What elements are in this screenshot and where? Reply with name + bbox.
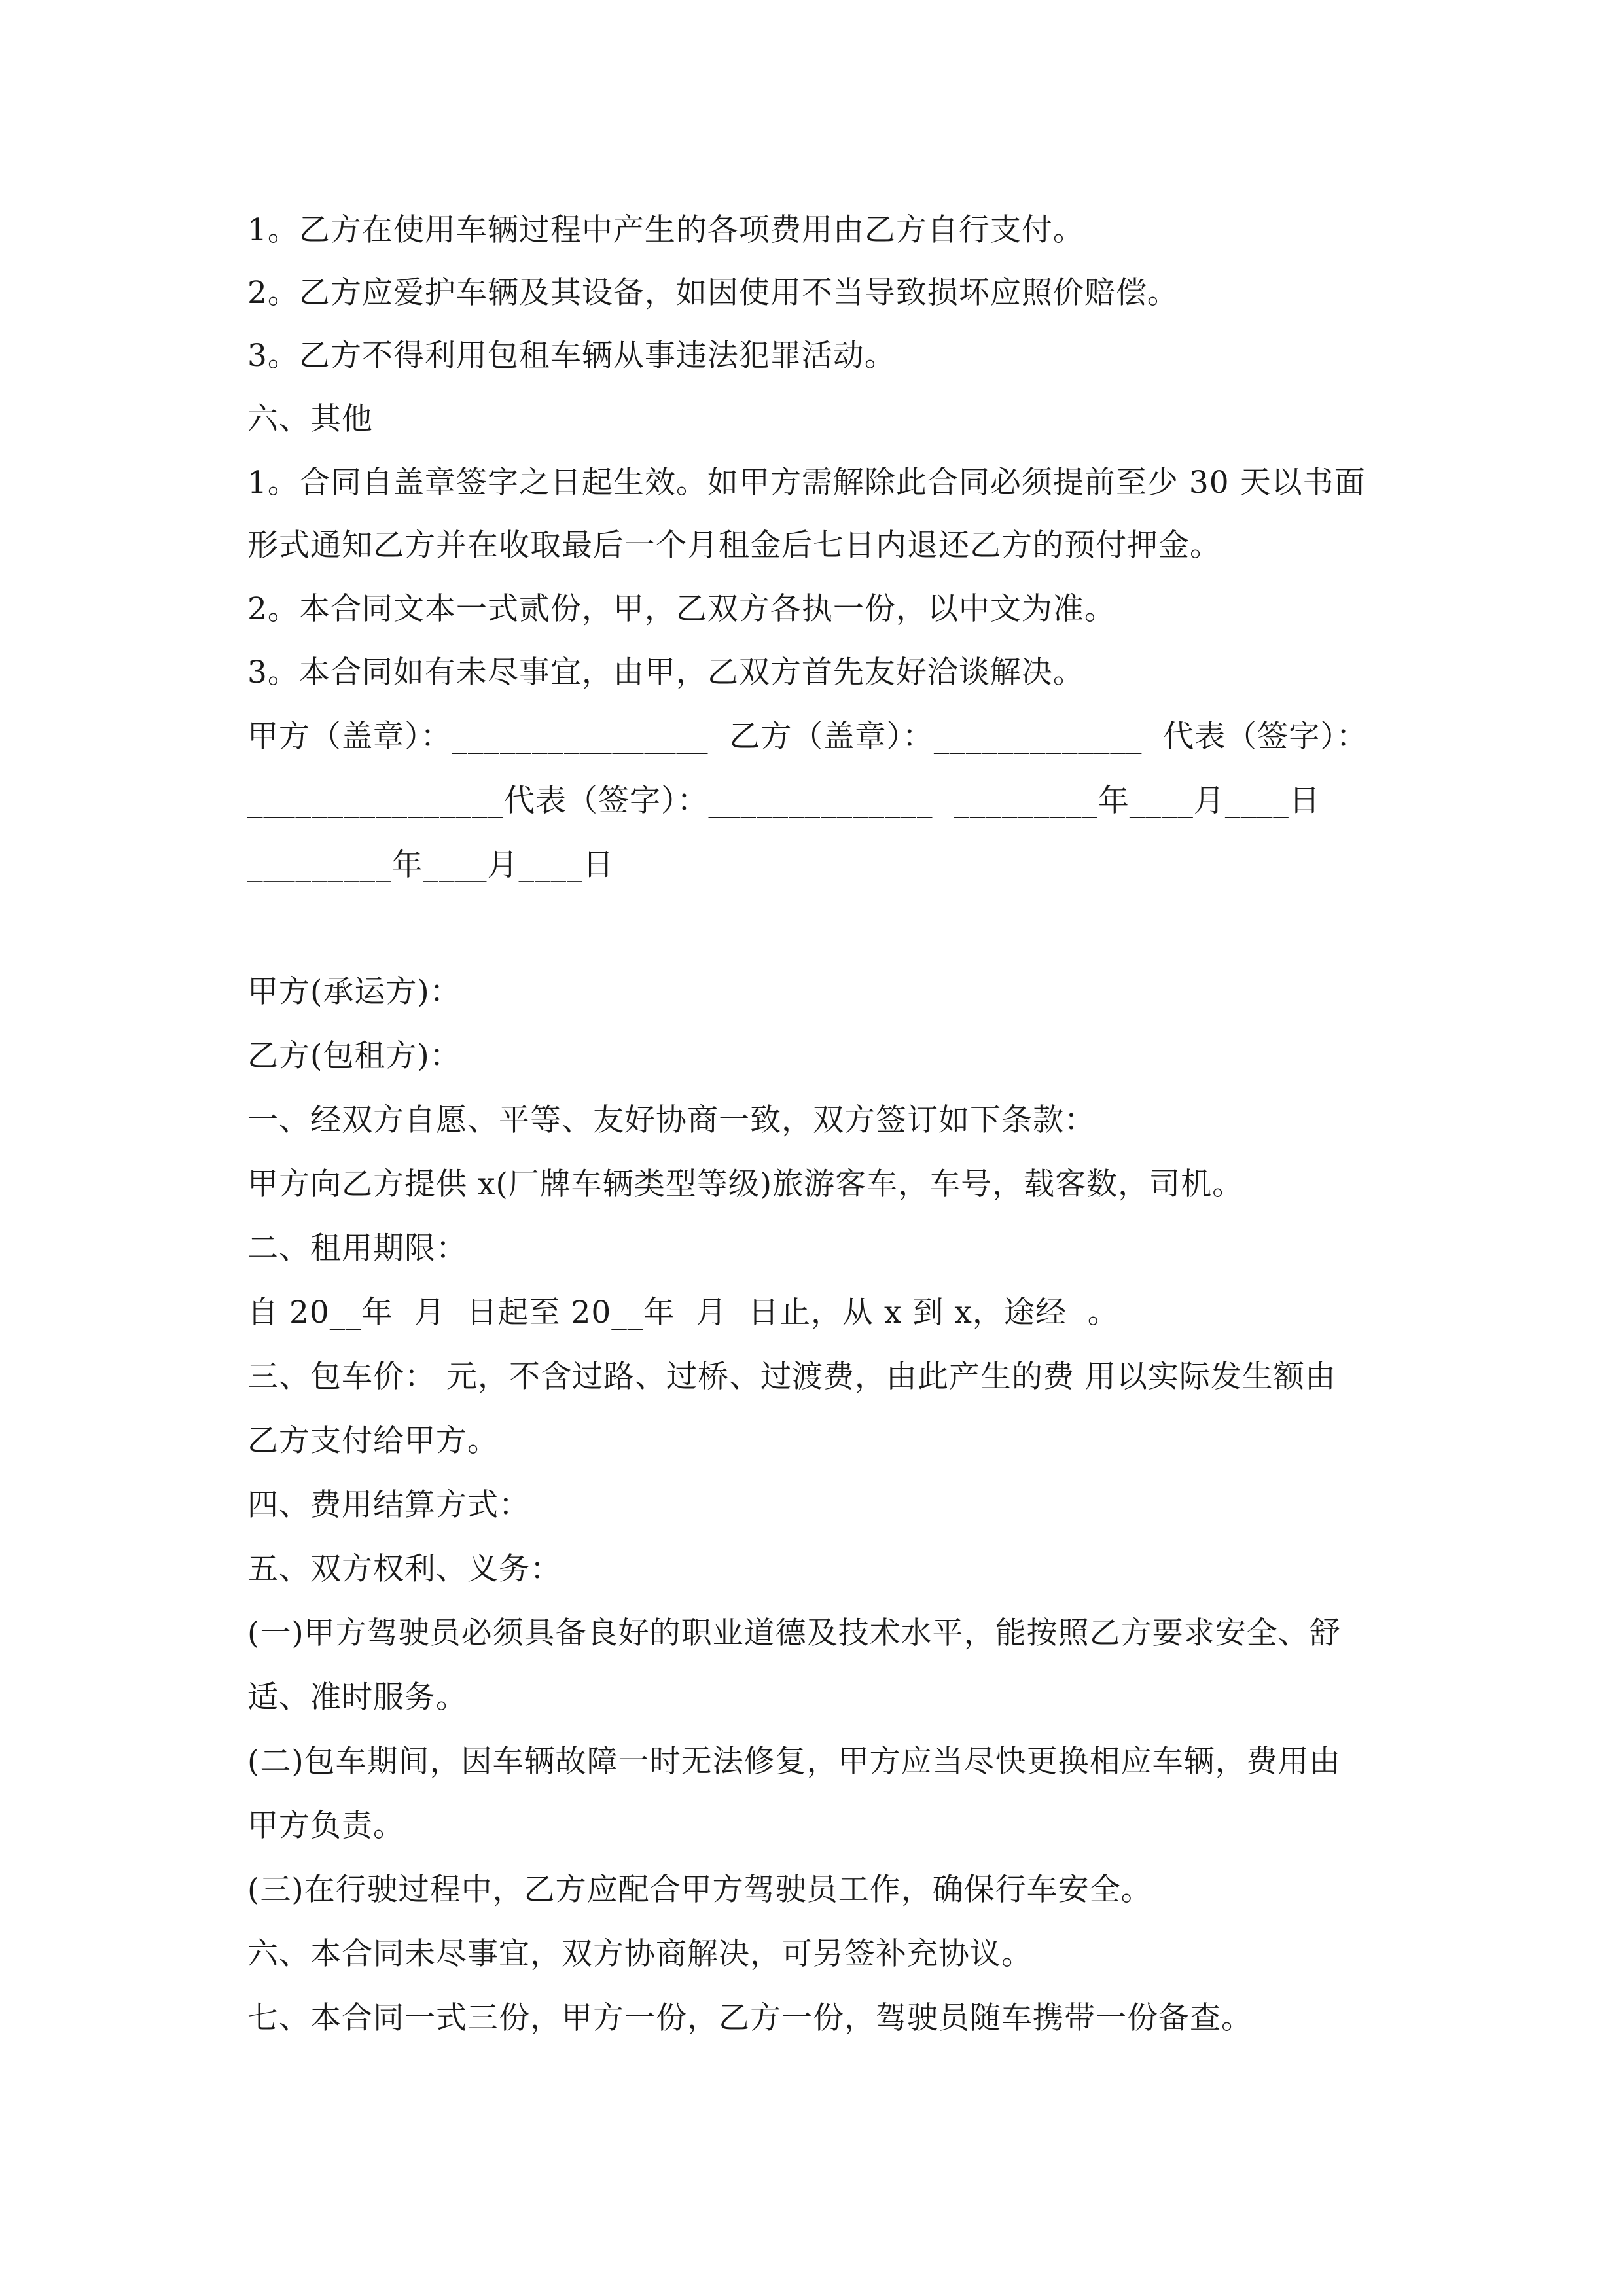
clause-line: 1。乙方在使用车辆过程中产生的各项费用由乙方自行支付。 <box>247 212 1084 248</box>
signature-line: ________________代表（签字）：______________ _________年____月____日 <box>247 783 1321 819</box>
clause-line: 1。合同自盖章签字之日起生效。如甲方需解除此合同必须提前至少 30 天以书面 <box>247 465 1366 501</box>
clause-line: 3。本合同如有未尽事宜，由甲，乙双方首先友好洽谈解决。 <box>247 655 1084 691</box>
section-heading: 二、租用期限： <box>247 1230 467 1266</box>
clause-line: 甲方向乙方提供 x(厂牌车辆类型等级)旅游客车，车号，载客数，司机。 <box>247 1166 1244 1202</box>
clause-line: 形式通知乙方并在收取最后一个月租金后七日内退还乙方的预付押金。 <box>247 528 1221 564</box>
signature-line: 甲方（盖章）：________________ 乙方（盖章）：_____________ 代表（签字）： <box>247 719 1368 755</box>
section-heading: 七、本合同一式三份，甲方一份，乙方一份，驾驶员随车携带一份备查。 <box>247 2000 1253 2036</box>
clause-line: 2。本合同文本一式贰份，甲，乙双方各执一份，以中文为准。 <box>247 591 1116 627</box>
clause-line: (二)包车期间，因车辆故障一时无法修复，甲方应当尽快更换相应车辆，费用由 <box>247 1744 1341 1780</box>
clause-line: 甲方负责。 <box>247 1808 404 1844</box>
section-heading: 五、双方权利、义务： <box>247 1551 562 1587</box>
clause-line: 3。乙方不得利用包租车辆从事违法犯罪活动。 <box>247 338 896 374</box>
section-heading: 一、经双方自愿、平等、友好协商一致，双方签订如下条款： <box>247 1102 1096 1138</box>
clause-line: 适、准时服务。 <box>247 1679 467 1715</box>
section-heading: 四、费用结算方式： <box>247 1487 530 1523</box>
clause-line: (一)甲方驾驶员必须具备良好的职业道德及技术水平，能按照乙方要求安全、舒 <box>247 1615 1341 1651</box>
clause-line: 2。乙方应爱护车辆及其设备，如因使用不当导致损坏应照价赔偿。 <box>247 275 1179 311</box>
section-heading: 六、本合同未尽事宜，双方协商解决，可另签补充协议。 <box>247 1936 1033 1972</box>
clause-line: 自 20__年 月 日起至 20__年 月 日止，从 x 到 x，途经 。 <box>247 1295 1119 1331</box>
section-heading: 六、其他 <box>247 401 373 437</box>
party-line: 乙方(包租方)： <box>247 1038 461 1074</box>
clause-line: (三)在行驶过程中，乙方应配合甲方驾驶员工作，确保行车安全。 <box>247 1872 1152 1908</box>
date-line: _________年____月____日 <box>247 847 615 883</box>
section-heading: 三、包车价： 元，不含过路、过桥、过渡费，由此产生的费 用以实际发生额由 <box>247 1359 1336 1395</box>
party-line: 甲方(承运方)： <box>247 974 461 1010</box>
clause-line: 乙方支付给甲方。 <box>247 1423 499 1459</box>
